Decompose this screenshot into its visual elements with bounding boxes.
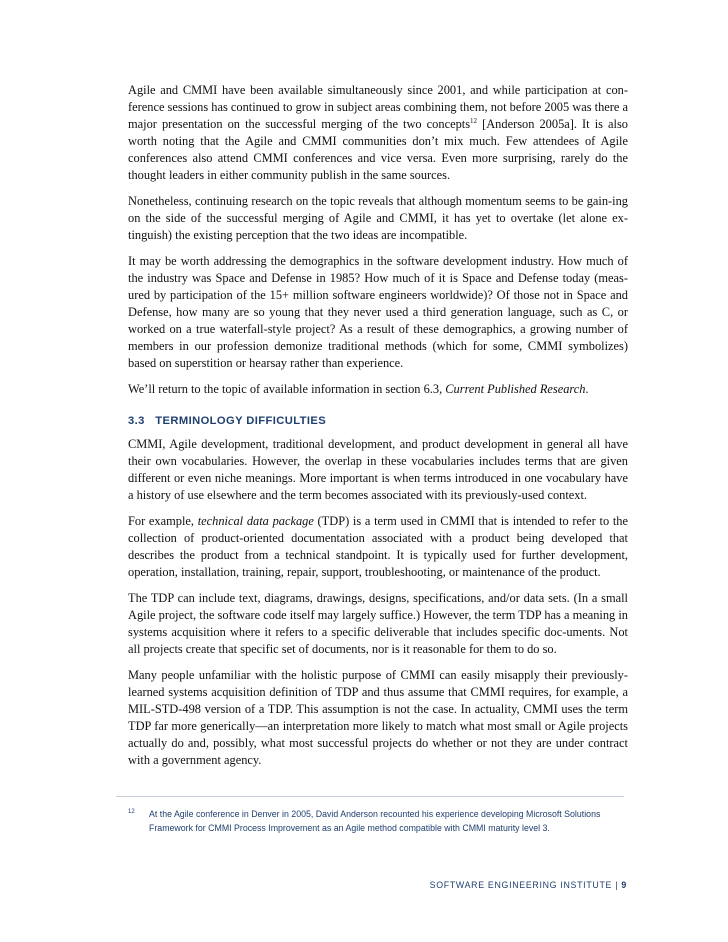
footnote [128,808,618,835]
footer-org: SOFTWARE ENGINEERING INSTITUTE [429,880,613,890]
section-number: 3.3 [128,415,145,427]
body-paragraph [128,82,628,184]
section-heading [128,415,628,427]
emphasized-text: Current Published Research [445,382,586,396]
paragraphs-before-section [128,82,628,398]
footnote-divider [116,796,624,797]
page-number: 9 [621,880,627,890]
paragraph-text: Agile and CMMI have been available simultaneously since 2001, and while participation at con-ference sessions has continued to grow in subject areas combining them, not before 2005 was there a major presentation on the successful merging of the two concepts [128,83,628,131]
paragraph-text: Nonetheless, continuing research on the topic reveals that although momentum seems to be gain-ing on the side of the successful merging of Agile and CMMI, it has yet to overtake (let alone ex-tinguish) the existing perception that the two ideas are incompatible. [128,194,628,242]
page-body [128,82,628,778]
body-paragraph [128,253,628,372]
paragraph-text: [Anderson 2005a]. It is also worth noting that the Agile and CMMI communities don’t mix much. Few attendees of Agile conferences also attend CMMI conferences and vice versa. Even more surprising, rarely do the thought leaders in either community publish in the same sources. [128,117,628,182]
body-paragraph [128,193,628,244]
body-paragraph [128,436,628,504]
paragraph-text: For example, [128,514,198,528]
body-paragraph [128,667,628,769]
footnote-number: 12 [128,809,135,815]
section-title: TERMINOLOGY DIFFICULTIES [155,415,327,427]
footnote-text: At the Agile conference in Denver in 2005, David Anderson recounted his experience developing Microsoft Solutions Framework for CMMI Process Improvement as an Agile method compatible with CMMI maturity level 3. [149,809,601,833]
footer-separator: | [615,880,619,890]
paragraph-text: CMMI, Agile development, traditional development, and product development in general all have their own vocabularies. However, the overlap in these vocabularies includes terms that are given different or even niche meanings. More important is when terms introduced in one vocabulary have a history of use elsewhere and the term becomes associated with its previously-used context. [128,437,628,502]
paragraph-text: The TDP can include text, diagrams, drawings, designs, specifications, and/or data sets. (In a small Agile project, the software code itself may largely suffice.) However, the term TDP has a meaning in systems acquisition where it refers to a specific deliverable that includes specific doc-uments. Not all projects create that specific set of documents, nor is it reasonable for them to do so. [128,591,628,656]
paragraph-text: We’ll return to the topic of available information in section 6.3, [128,382,446,396]
paragraph-text: Many people unfamiliar with the holistic purpose of CMMI can easily misapply their previously-learned systems acquisition definition of TDP and thus assume that CMMI requires, for example, a MIL-STD-498 version of a TDP. This assumption is not the case. In actuality, CMMI uses the term TDP far more generically—an interpretation more likely to match what most small or Agile projects actually do and, possibly, what most successful projects do whether or not they are under contract with a government agency. [128,668,628,767]
paragraph-text: It may be worth addressing the demographics in the software development industry. How much of the industry was Space and Defense in 1985? How much of it is Space and Defense today (meas-ured by participation of the 15+ million software engineers worldwide)? Of those not in Space and Defense, how many are so young that they never used a third generation language, such as C, or worked on a true waterfall-style project? As a result of these demographics, a growing number of members in our profession demonize traditional methods (which for some, CMMI symbolizes) based on superstition or hearsay rather than experience. [128,254,628,370]
page-footer [430,880,627,890]
body-paragraph [128,590,628,658]
footnote-reference: 12 [470,117,478,125]
emphasized-text: technical data package [197,514,314,528]
paragraph-text: (TDP) is a term used in CMMI that is intended to refer to the collection of product-oriented documentation associated with a product being developed that describes the product from a technical standpoint. It is typically used for further development, operation, installation, training, repair, support, troubleshooting, or maintenance of the product. [128,514,628,579]
body-paragraph [128,381,628,398]
paragraphs-after-section [128,436,628,769]
paragraph-text: . [585,382,589,396]
body-paragraph [128,513,628,581]
